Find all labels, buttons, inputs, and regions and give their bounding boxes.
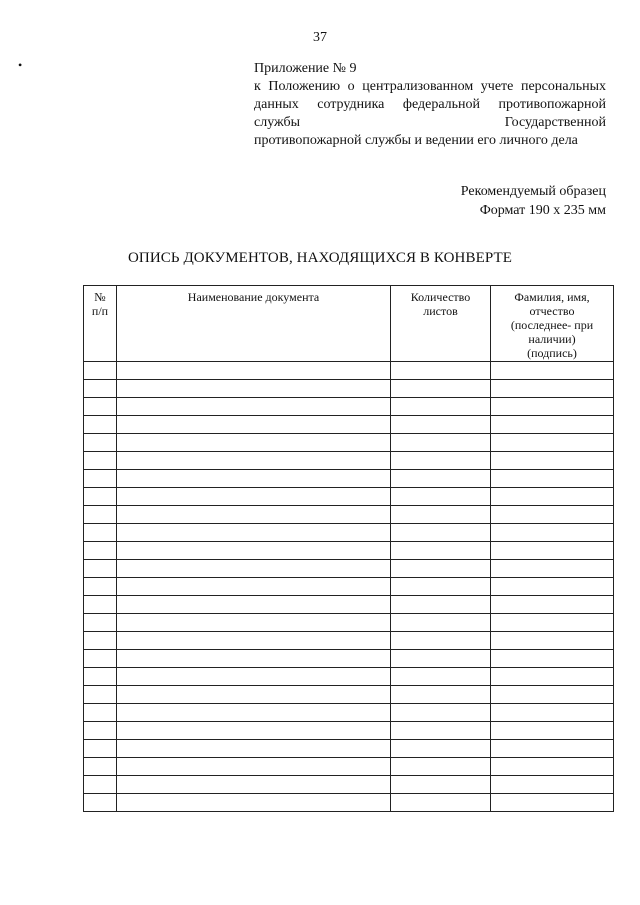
cell-count[interactable]: [391, 488, 491, 506]
cell-count[interactable]: [391, 632, 491, 650]
cell-name[interactable]: [117, 452, 391, 470]
cell-count[interactable]: [391, 776, 491, 794]
table-row: [84, 668, 614, 686]
sample-note: [461, 182, 606, 220]
cell-fio[interactable]: [491, 524, 614, 542]
cell-num[interactable]: [84, 632, 117, 650]
cell-name[interactable]: [117, 416, 391, 434]
cell-fio[interactable]: [491, 686, 614, 704]
cell-num[interactable]: [84, 668, 117, 686]
table-row: [84, 434, 614, 452]
cell-count[interactable]: [391, 686, 491, 704]
cell-num[interactable]: [84, 452, 117, 470]
cell-count[interactable]: [391, 542, 491, 560]
header-fio-line: наличии): [528, 332, 576, 346]
header-name-line: Наименование документа: [187, 290, 320, 304]
appendix-body-main: к Положению о централизованном учете персональных данных сотрудника федеральной противопожарной службы Государственной: [254, 79, 606, 130]
header-fio: [491, 286, 614, 362]
cell-fio[interactable]: [491, 758, 614, 776]
format-label: Формат 190 х 235 мм: [479, 203, 606, 218]
cell-name[interactable]: [117, 596, 391, 614]
cell-fio[interactable]: [491, 596, 614, 614]
cell-name[interactable]: [117, 578, 391, 596]
table-row: [84, 740, 614, 758]
cell-name[interactable]: [117, 740, 391, 758]
cell-num[interactable]: [84, 578, 117, 596]
table-row: [84, 614, 614, 632]
header-count-line: Количество: [410, 290, 471, 304]
cell-name[interactable]: [117, 668, 391, 686]
cell-num[interactable]: [84, 776, 117, 794]
cell-fio[interactable]: [491, 632, 614, 650]
cell-fio[interactable]: [491, 362, 614, 380]
cell-num[interactable]: [84, 398, 117, 416]
cell-fio[interactable]: [491, 578, 614, 596]
cell-fio[interactable]: [491, 776, 614, 794]
header-fio-line: Фамилия, имя,: [514, 290, 590, 304]
cell-name[interactable]: [117, 794, 391, 812]
cell-fio[interactable]: [491, 542, 614, 560]
header-count: [391, 286, 491, 362]
sample-label: Рекомендуемый образец: [460, 184, 606, 199]
cell-count[interactable]: [391, 506, 491, 524]
cell-name[interactable]: [117, 398, 391, 416]
table-row: [84, 704, 614, 722]
cell-count[interactable]: [391, 596, 491, 614]
cell-name[interactable]: [117, 380, 391, 398]
cell-count[interactable]: [391, 380, 491, 398]
cell-count[interactable]: [391, 452, 491, 470]
cell-fio[interactable]: [491, 650, 614, 668]
cell-num[interactable]: [84, 470, 117, 488]
cell-name[interactable]: [117, 722, 391, 740]
cell-name[interactable]: [117, 434, 391, 452]
cell-count[interactable]: [391, 578, 491, 596]
cell-num[interactable]: [84, 614, 117, 632]
cell-num[interactable]: [84, 416, 117, 434]
cell-name[interactable]: [117, 560, 391, 578]
table-row: [84, 488, 614, 506]
cell-fio[interactable]: [491, 434, 614, 452]
appendix-body: [254, 78, 606, 150]
table-row: [84, 362, 614, 380]
page-number: 37: [313, 30, 327, 45]
table-row: [84, 506, 614, 524]
cell-fio[interactable]: [491, 506, 614, 524]
table-row: [84, 758, 614, 776]
cell-fio[interactable]: [491, 416, 614, 434]
cell-count[interactable]: [391, 434, 491, 452]
cell-num[interactable]: [84, 704, 117, 722]
cell-count[interactable]: [391, 524, 491, 542]
cell-fio[interactable]: [491, 380, 614, 398]
cell-fio[interactable]: [491, 704, 614, 722]
header-fio-line: (подпись): [527, 346, 577, 360]
cell-count[interactable]: [391, 398, 491, 416]
table-row: [84, 578, 614, 596]
cell-name[interactable]: [117, 524, 391, 542]
cell-count[interactable]: [391, 614, 491, 632]
cell-fio[interactable]: [491, 668, 614, 686]
cell-num[interactable]: [84, 506, 117, 524]
cell-num[interactable]: [84, 380, 117, 398]
table-row: [84, 452, 614, 470]
cell-count[interactable]: [391, 470, 491, 488]
header-count-line: листов: [423, 304, 458, 318]
cell-fio[interactable]: [491, 398, 614, 416]
cell-name[interactable]: [117, 758, 391, 776]
table-row: [84, 650, 614, 668]
table-row: [84, 632, 614, 650]
cell-fio[interactable]: [491, 452, 614, 470]
cell-name[interactable]: [117, 362, 391, 380]
table-row: [84, 542, 614, 560]
table-row: [84, 470, 614, 488]
cell-name[interactable]: [117, 614, 391, 632]
table-row: [84, 560, 614, 578]
cell-num[interactable]: [84, 758, 117, 776]
cell-name[interactable]: [117, 506, 391, 524]
inventory-table: [83, 285, 614, 812]
cell-num[interactable]: [84, 434, 117, 452]
cell-num[interactable]: [84, 362, 117, 380]
cell-num[interactable]: [84, 524, 117, 542]
cell-fio[interactable]: [491, 614, 614, 632]
table-row: [84, 524, 614, 542]
cell-num[interactable]: [84, 722, 117, 740]
table-row: [84, 416, 614, 434]
table-row: [84, 722, 614, 740]
cell-count[interactable]: [391, 416, 491, 434]
cell-name[interactable]: [117, 632, 391, 650]
cell-count[interactable]: [391, 722, 491, 740]
margin-bullet: •: [18, 58, 23, 72]
cell-num[interactable]: [84, 488, 117, 506]
header-num-line: п/п: [91, 304, 109, 318]
table-header-row: [84, 286, 614, 362]
table-row: [84, 794, 614, 812]
document-heading: ОПИСЬ ДОКУМЕНТОВ, НАХОДЯЩИХСЯ В КОНВЕРТЕ: [127, 250, 512, 266]
cell-name[interactable]: [117, 542, 391, 560]
cell-num[interactable]: [84, 686, 117, 704]
cell-count[interactable]: [391, 704, 491, 722]
cell-count[interactable]: [391, 362, 491, 380]
table-body: [84, 362, 614, 812]
table-row: [84, 686, 614, 704]
cell-fio[interactable]: [491, 470, 614, 488]
appendix-block: [254, 60, 606, 150]
appendix-body-last: противопожарной службы и ведении его личного дела: [254, 133, 578, 148]
cell-num[interactable]: [84, 596, 117, 614]
cell-count[interactable]: [391, 560, 491, 578]
cell-fio[interactable]: [491, 722, 614, 740]
cell-count[interactable]: [391, 740, 491, 758]
appendix-title: Приложение № 9: [254, 61, 357, 76]
cell-fio[interactable]: [491, 560, 614, 578]
cell-count[interactable]: [391, 650, 491, 668]
cell-count[interactable]: [391, 794, 491, 812]
cell-name[interactable]: [117, 650, 391, 668]
cell-num[interactable]: [84, 542, 117, 560]
header-fio-line: отчество: [529, 304, 575, 318]
table-row: [84, 596, 614, 614]
cell-count[interactable]: [391, 758, 491, 776]
header-num-line: №: [94, 290, 106, 304]
cell-name[interactable]: [117, 776, 391, 794]
header-num: [84, 286, 117, 362]
cell-num[interactable]: [84, 560, 117, 578]
cell-num[interactable]: [84, 740, 117, 758]
cell-name[interactable]: [117, 704, 391, 722]
cell-fio[interactable]: [491, 740, 614, 758]
cell-num[interactable]: [84, 794, 117, 812]
header-fio-line: (последнее- при: [510, 318, 594, 332]
table-row: [84, 776, 614, 794]
cell-fio[interactable]: [491, 488, 614, 506]
cell-name[interactable]: [117, 470, 391, 488]
cell-count[interactable]: [391, 668, 491, 686]
cell-fio[interactable]: [491, 794, 614, 812]
cell-num[interactable]: [84, 650, 117, 668]
table-row: [84, 398, 614, 416]
header-name: [117, 286, 391, 362]
cell-name[interactable]: [117, 488, 391, 506]
table-row: [84, 380, 614, 398]
cell-name[interactable]: [117, 686, 391, 704]
